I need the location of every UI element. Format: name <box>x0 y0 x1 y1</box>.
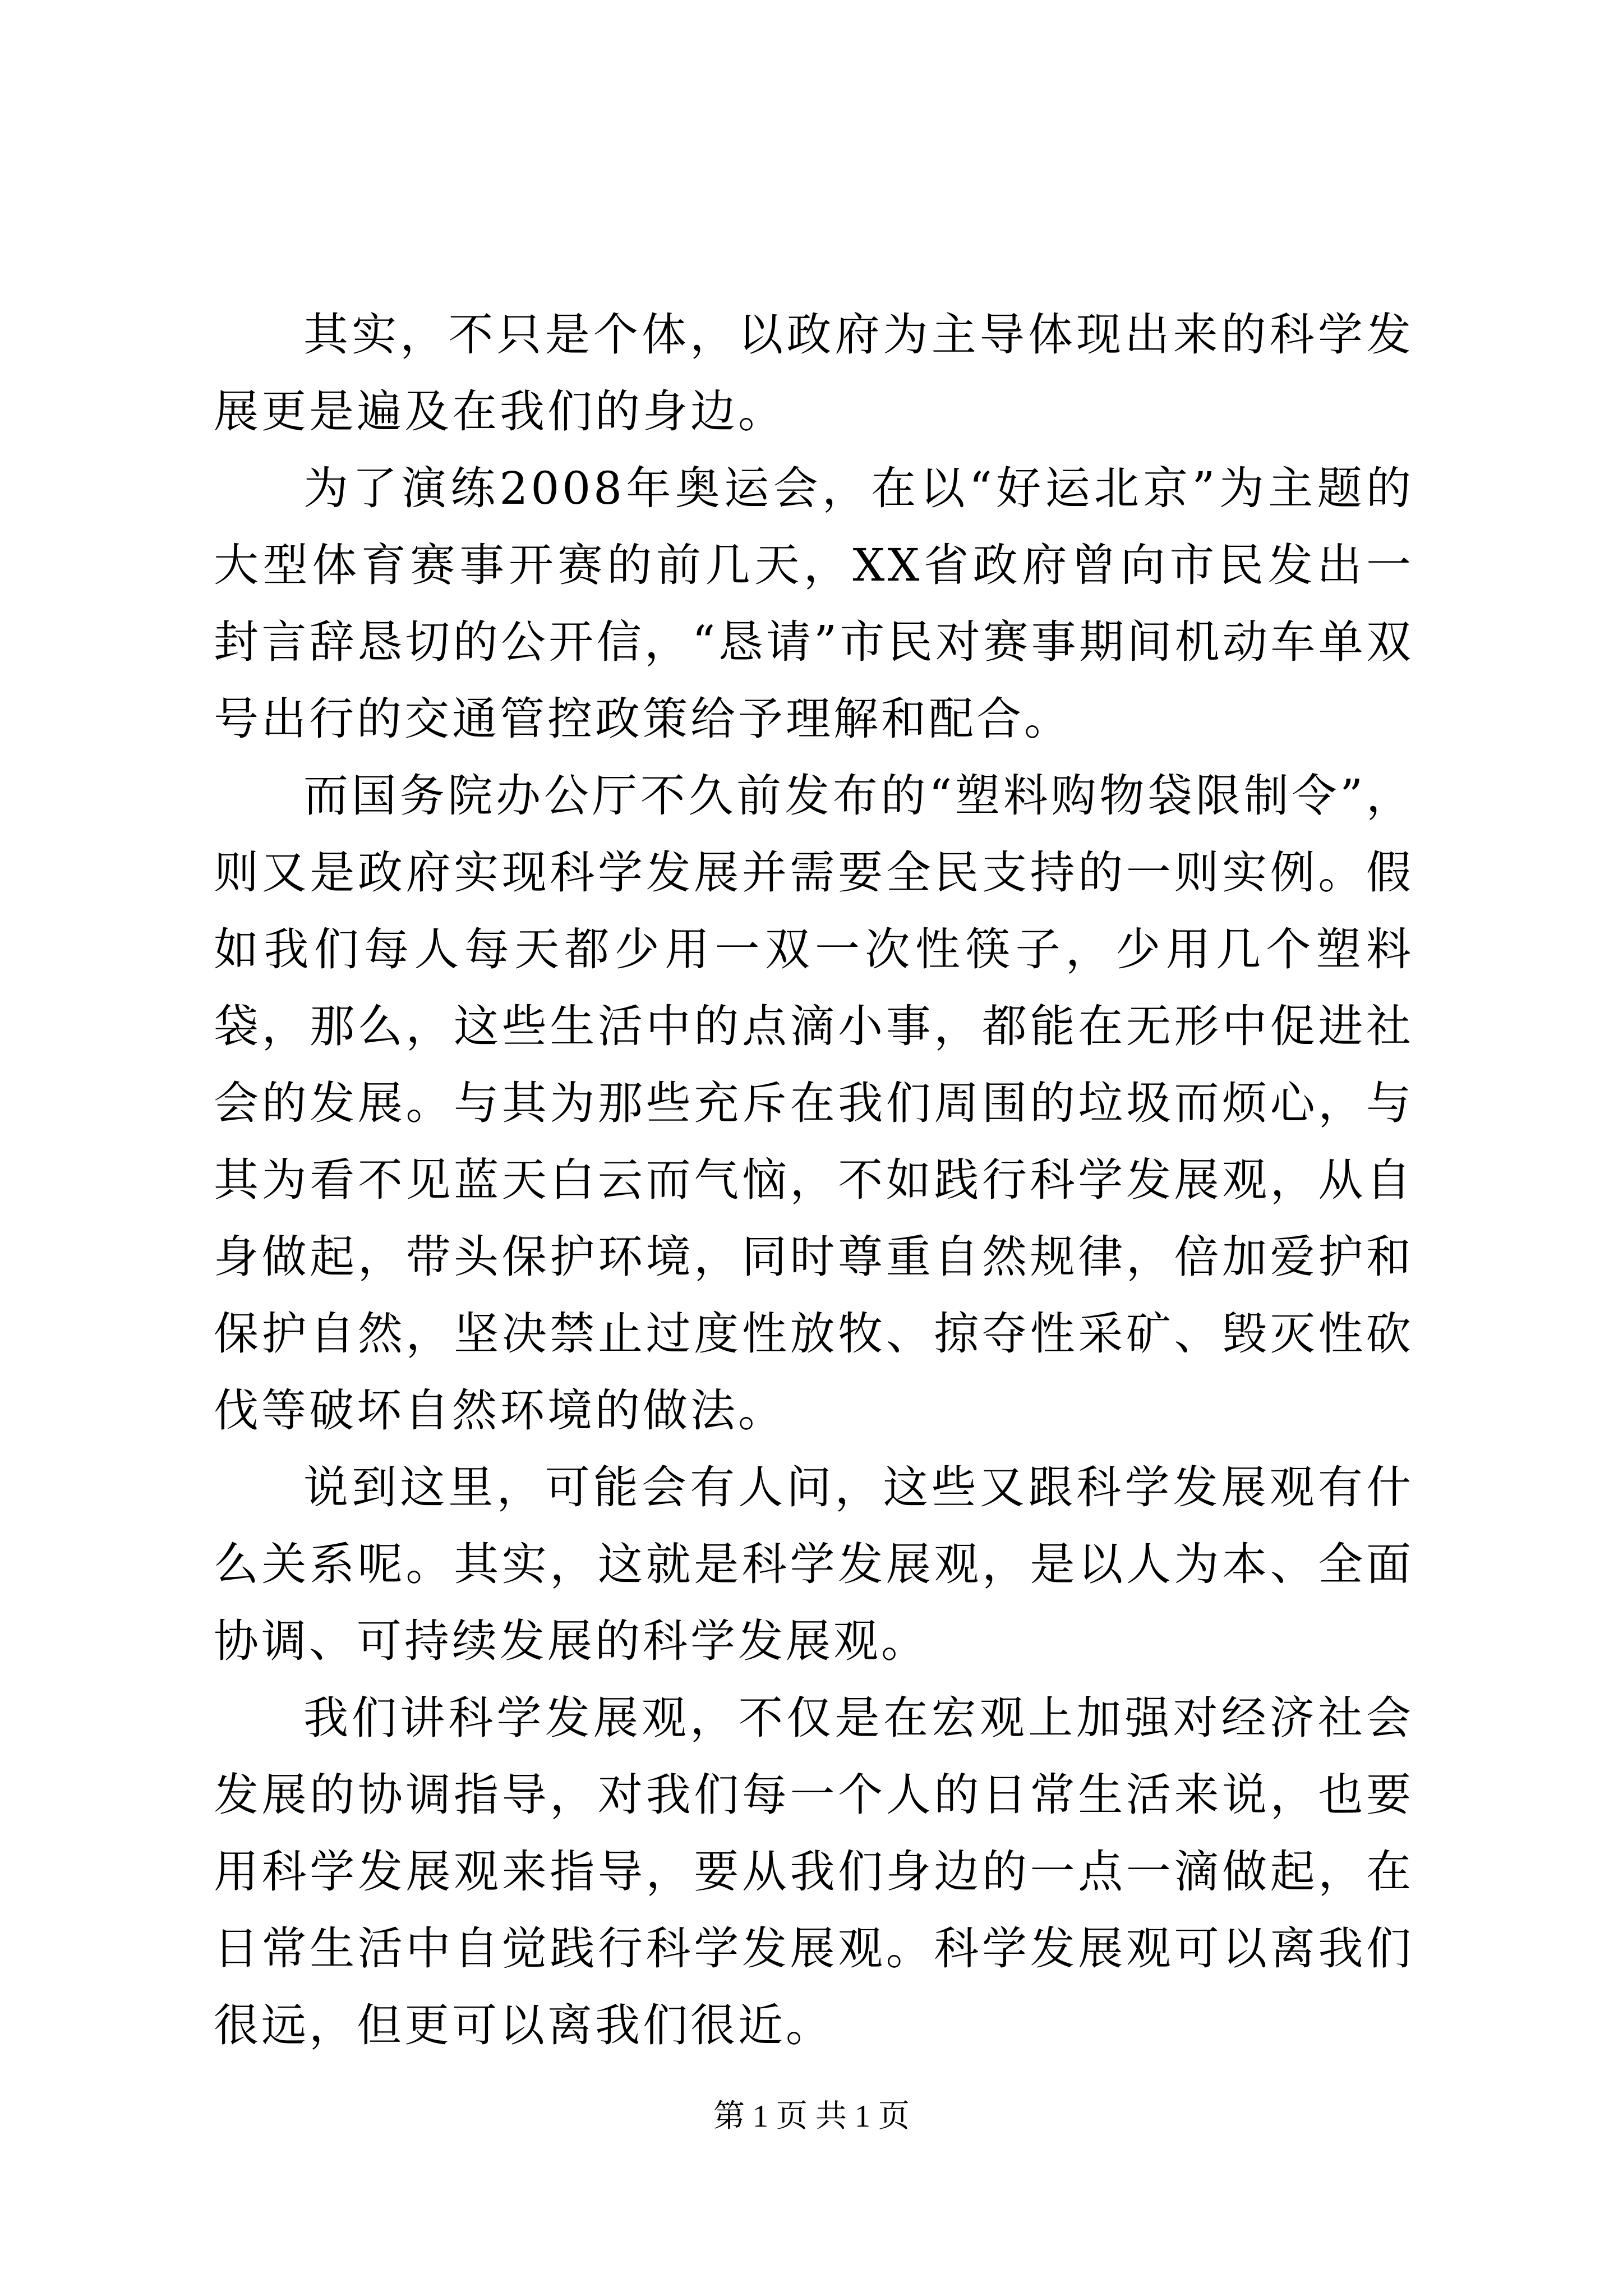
page-footer <box>0 2097 1623 2136</box>
paragraph: 为了演练2008年奥运会，在以“好运北京”为主题的大型体育赛事开赛的前几天，XX省政府曾向市民发出一封言辞恳切的公开信，“恳请”市民对赛事期间机动车单双号出行的交通管控政策给予理解和配合。 <box>214 462 1414 745</box>
paragraph: 其实，不只是个体，以政府为主导体现出来的科学发展更是遍及在我们的身边。 <box>214 309 1414 438</box>
paragraph: 说到这里，可能会有人问，这些又跟科学发展观有什么关系呢。其实，这就是科学发展观，是以人为本、全面协调、可持续发展的科学发展观。 <box>214 1461 1414 1667</box>
paragraph: 我们讲科学发展观，不仅是在宏观上加强对经济社会发展的协调指导，对我们每一个人的日常生活来说，也要用科学发展观来指导，要从我们身边的一点一滴做起，在日常生活中自觉践行科学发展观。科学发展观可以离我们很远，但更可以离我们很近。 <box>214 1692 1414 2051</box>
page-number: 第 1 页 共 1 页 <box>713 2099 910 2134</box>
document-body <box>214 296 1414 2064</box>
paragraph: 而国务院办公厅不久前发布的“塑料购物袋限制令”，则又是政府实现科学发展并需要全民支持的一则实例。假如我们每人每天都少用一双一次性筷子，少用几个塑料袋，那么，这些生活中的点滴小事，都能在无形中促进社会的发展。与其为那些充斥在我们周围的垃圾而烦心，与其为看不见蓝天白云而气恼，不如践行科学发展观，从自身做起，带头保护环境，同时尊重自然规律，倍加爱护和保护自然，坚决禁止过度性放牧、掠夺性采矿、毁灭性砍伐等破坏自然环境的做法。 <box>214 770 1414 1437</box>
